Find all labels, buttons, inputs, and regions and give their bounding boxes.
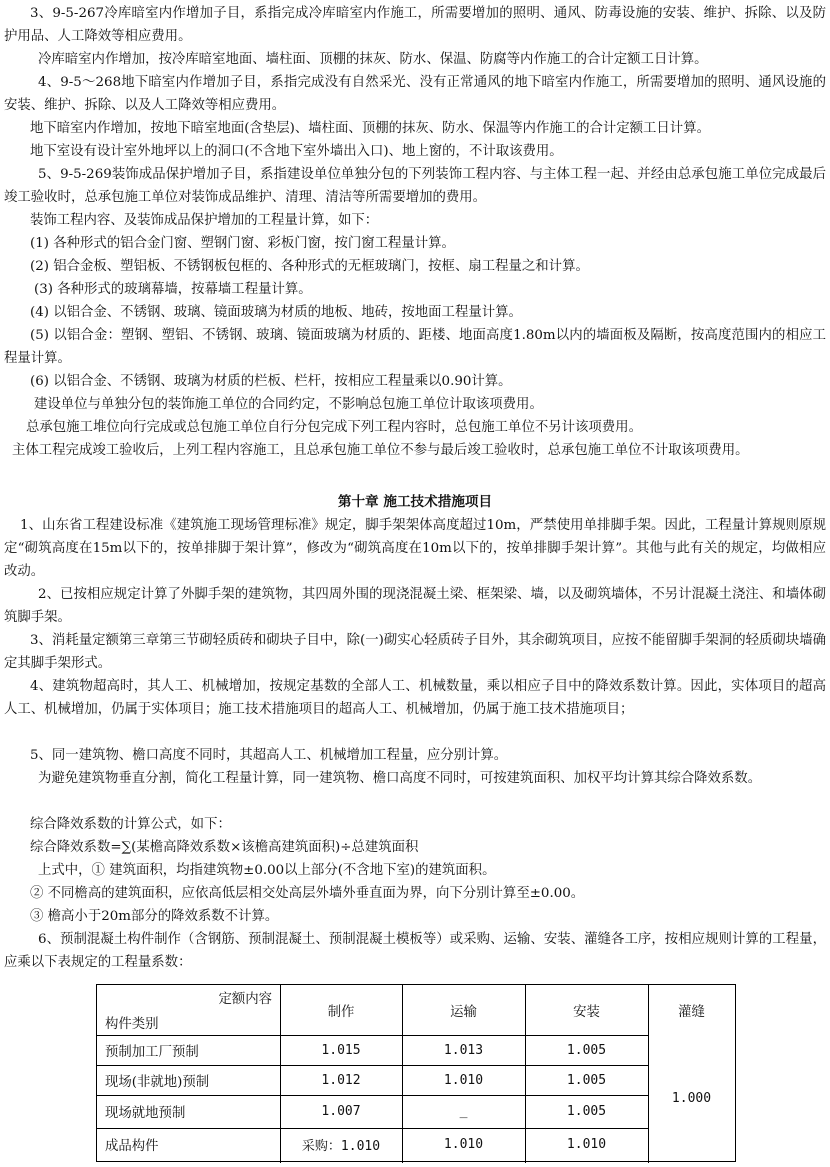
paragraph-cold-storage: 3、9-5-267冷库暗室内作增加子目，系指完成冷库暗室内作施工，所需要增加的照明、通风、防毒设施的安装、维护、拆除、以及防护用品、人工降效等相应费用。: [4, 6, 826, 44]
table-cell-transport: _: [459, 1104, 468, 1119]
table-row-label: 预制加工厂预制: [105, 1044, 199, 1060]
paragraph-cold-storage-calc: 冷库暗室内作增加，按冷库暗室地面、墙柱面、顶棚的抹灰、防水、保温、防腐等内作施工的合计定额工日计算。: [38, 52, 708, 67]
paragraph-weighted-average: 为避免建筑物垂直分割，简化工程量计算，同一建筑物、檐口高度不同时，可按建筑面积、加权平均计算其综合降效系数。: [38, 771, 762, 786]
paragraph-super-height: 4、建筑物超高时，其人工、机械增加，按规定基数的全部人工、机械数量，乘以相应子目中的降效系数计算。因此，实体项目的超高人工、机械增加，仍属于实体项目；施工技术措施项目的超高人工、机械增加，仍属于施工技术措施项目；: [4, 679, 826, 717]
table-cell-grout: 1.000: [671, 1090, 712, 1106]
list-item-1: (1) 各种形式的铝合金门窗、塑钢门窗、彩板门窗，按门窗工程量计算。: [30, 236, 455, 251]
table-row-label: 现场就地预制: [105, 1106, 186, 1121]
chapter-title: 第十章 施工技术措施项目: [337, 494, 493, 510]
list-item-4: (4) 以铝合金、不锈钢、玻璃、镜面玻璃为材质的地板、地砖，按地面工程量计算。: [30, 305, 522, 320]
column-header-grout: 灌缝: [678, 1004, 705, 1020]
paragraph-formula-note-2: ② 不同檐高的建筑面积，应依高低层相交处高层外墙外垂直面为界，向下分别计算至±0.00。: [30, 886, 585, 901]
paragraph-main-project: 主体工程完成竣工验收后，上列工程内容施工，且总承包施工单位不参与最后竣工验收时，总承包施工单位不计取该项费用。: [12, 443, 749, 458]
paragraph-formula-intro: 综合降效系数的计算公式，如下：: [30, 817, 231, 832]
table-cell-make: 采购：1.010: [301, 1139, 381, 1154]
coefficient-table: [96, 984, 736, 1162]
column-header-make: 制作: [327, 1004, 355, 1020]
column-header-transport: 运输: [450, 1004, 477, 1020]
table-row-label: 现场(非就地)预制: [105, 1074, 210, 1090]
list-item-3: (3) 各种形式的玻璃幕墙，按幕墙工程量计算。: [34, 282, 312, 297]
table-cell-install: 1.005: [566, 1042, 607, 1058]
paragraph-eave-height: 5、同一建筑物、檐口高度不同时，其超高人工、机械增加工程量，应分别计算。: [30, 748, 508, 763]
paragraph-formula: 综合降效系数=∑(某檐高降效系数×该檐高建筑面积)÷总建筑面积: [30, 840, 419, 855]
list-item-5: (5) 以铝合金：塑钢、塑铝、不锈钢、玻璃、镜面玻璃为材质的、距楼、地面高度1.80m以内的墙面板及隔断，按高度范围内的相应工程量计算。: [4, 328, 826, 366]
paragraph-general-contractor: 总承包施工堆位向行完成或总包施工单位自行分包完成下列工程内容时，总包施工单位不另计该项费用。: [26, 420, 642, 435]
paragraph-underground-note: 地下室设有设计室外地坪以上的洞口(不含地下室外墙出入口)、地上窗的，不计取该费用。: [30, 144, 563, 159]
table-cell-transport: 1.013: [443, 1042, 484, 1058]
table-cell-transport: 1.010: [443, 1137, 484, 1152]
paragraph-contract-note: 建设单位与单独分包的装饰施工单位的合同约定，不影响总包施工单位计取该项费用。: [34, 397, 543, 412]
table-cell-make: 1.012: [321, 1072, 361, 1088]
table-cell-install: 1.010: [566, 1137, 607, 1152]
paragraph-external-scaffold: 2、已按相应规定计算了外脚手架的建筑物，其四周外围的现浇混凝土梁、框架梁、墙，以及砌筑墙体，不另计混凝土浇注、和墙体砌筑脚手架。: [4, 587, 826, 625]
paragraph-underground-calc: 地下暗室内作增加，按地下暗室地面(含垫层)、墙柱面、顶棚的抹灰、防水、保温等内作施工的合计定额工日计算。: [30, 121, 710, 136]
list-item-6: (6) 以铝合金、不锈钢、玻璃为材质的栏板、栏杆，按相应工程量乘以0.90计算。: [30, 374, 512, 389]
table-cell-make: 1.015: [321, 1042, 361, 1058]
table-header-bottom: 构件类别: [105, 1016, 159, 1032]
paragraph-scaffold-rule: 1、山东省工程建设标准《建筑施工现场管理标准》规定，脚手架架体高度超过10m，严禁使用单排脚手架。因此，工程量计算规则原规定“砌筑高度在15m以下的，按单排脚于架计算”，修改为“砌筑高度在10m以下的，按单排脚手架计算”。其他与此有关的规定，均做相应改动。: [4, 518, 826, 579]
paragraph-formula-note-1: 上式中，① 建筑面积，均指建筑物±0.00以上部分(不含地下室)的建筑面积。: [38, 863, 496, 878]
paragraph-decoration-protection: 5、9-5-269装饰成品保护增加子目，系指建设单位单独分包的下列装饰工程内容、与主体工程一起、并经由总承包施工单位完成最后竣工验收时，总承包施工单位对装饰成品维护、清理、清洁等所需要增加的费用。: [4, 167, 826, 205]
table-cell-make: 1.007: [321, 1104, 361, 1119]
table-cell-install: 1.005: [566, 1104, 607, 1119]
table-cell-install: 1.005: [566, 1072, 607, 1088]
table-header-top: 定额内容: [218, 992, 272, 1007]
paragraph-formula-note-3: ③ 檐高小于20m部分的降效系数不计算。: [30, 909, 279, 924]
column-header-install: 安装: [573, 1004, 600, 1020]
table-row-label: 成品构件: [105, 1139, 159, 1154]
paragraph-precast-coefficients: 6、预制混凝土构件制作（含钢筋、预制混凝土、预制混凝土模板等）或采购、运输、安装、灌缝各工序，按相应规则计算的工程量，应乘以下表规定的工程量系数：: [4, 932, 826, 970]
paragraph-decoration-intro: 装饰工程内容、及装饰成品保护增加的工程量计算，如下：: [30, 213, 379, 228]
list-item-2: (2) 铝合金板、塑铝板、不锈钢板包框的、各种形式的无框玻璃门，按框、扇工程量之和计算。: [30, 259, 589, 274]
table-cell-transport: 1.010: [443, 1072, 484, 1088]
paragraph-lightweight-masonry: 3、消耗量定额第三章第三节砌轻质砖和砌块子目中，除(一)砌实心轻质砖子目外，其余砌筑项目，应按不能留脚手架洞的轻质砌块墙确定其脚手架形式。: [4, 633, 826, 671]
paragraph-underground: 4、9-5～268地下暗室内作增加子目，系指完成没有自然采光、没有正常通风的地下暗室内作施工，所需要增加的照明、通风设施的安装、维护、拆除、以及人工降效等相应费用。: [4, 75, 826, 113]
